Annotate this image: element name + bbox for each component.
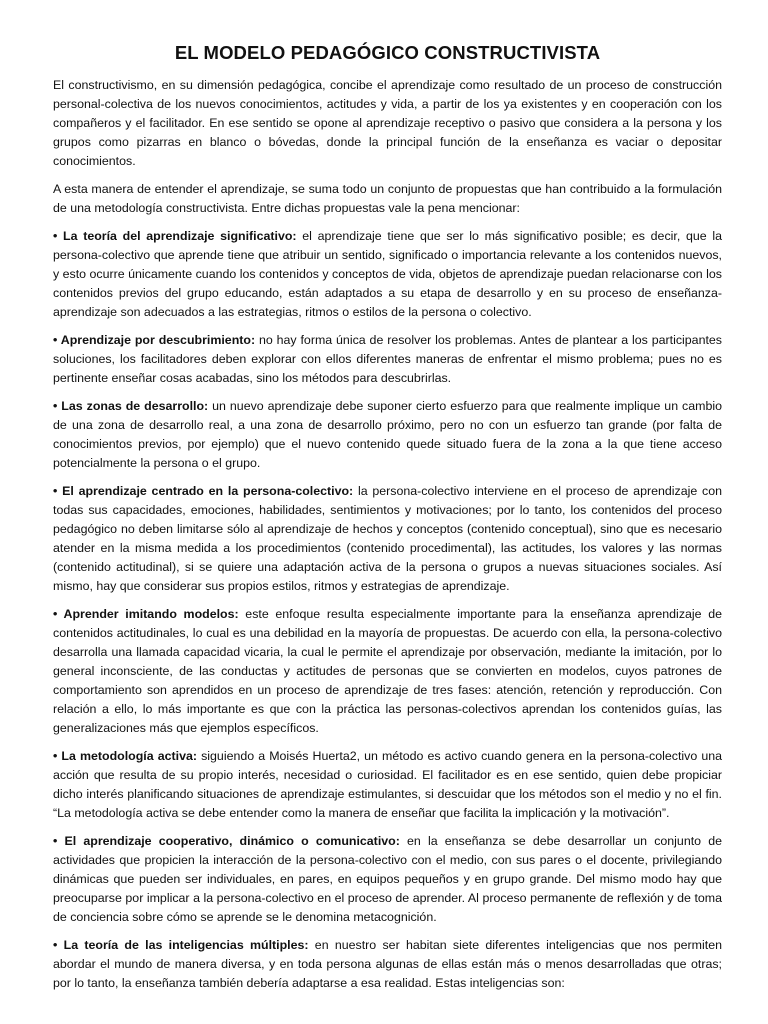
paragraph-text: El constructivismo, en su dimensión pedagógica, concibe el aprendizaje como resultado de un proceso de construcción personal-colectiva de los nuevos conocimientos, actitudes y vida, a partir de los ya existentes y en cooperación con los compañeros y el facilitador. En ese sentido se opone al aprendizaje receptivo o pasivo que considera a la persona y los grupos como pizarras en blanco o bóvedas, donde la principal función de la enseñanza es vaciar o depositar conocimientos. — [53, 78, 722, 168]
paragraph-intro — [53, 76, 722, 171]
bullet-term: • Las zonas de desarrollo: — [53, 399, 209, 413]
document-title: EL MODELO PEDAGÓGICO CONSTRUCTIVISTA — [174, 42, 601, 63]
bullet-aprendizaje-centrado — [53, 482, 722, 596]
bullet-aprendizaje-cooperativo — [53, 832, 722, 927]
bullet-text: siguiendo a Moisés Huerta2, un método es activo cuando genera en la persona-colectivo una acción que resulta de su propio interés, necesidad o curiosidad. El facilitador es en ese sentido, quien debe propiciar dicho interés planificando situaciones de aprendizaje estimulantes, si descuidar que los métodos son el medio y no el fin. “La metodología activa se debe entender como la manera de enseñar que facilita la implicación y la motivación”. — [53, 749, 722, 820]
bullet-metodologia-activa — [53, 747, 722, 823]
bullet-text: en la enseñanza se debe desarrollar un conjunto de actividades que propicien la interacción de la persona-colectivo con el medio, con sus pares o el docente, privilegiando dinámicas que pueden ser individuales, en pares, en equipos pequeños y en grupo grande. Del mismo modo hay que preocuparse por implicar a la persona-colectivo en el proceso de aprender. Al proceso permanente de reflexión y de toma de conciencia sobre cómo se aprende se le denomina metacognición. — [53, 834, 722, 924]
bullet-imitando-modelos — [53, 605, 722, 738]
bullet-text: la persona-colectivo interviene en el proceso de aprendizaje con todas sus capacidades, emociones, habilidades, sentimientos y motivaciones; por lo tanto, los contenidos del proceso pedagógico no deben limitarse sólo al aprendizaje de hechos y conceptos (contenido conceptual), sino que es necesario atender en la misma medida a los procedimientos (contenido procedimental), las actitudes, los valores y las normas (contenido actitudinal), si se quiere una adaptación activa de la persona o grupos a nuevas situaciones sociales. Así mismo, hay que considerar sus propios estilos, ritmos y estrategias de aprendizaje. — [53, 484, 722, 593]
paragraph-text: A esta manera de entender el aprendizaje, se suma todo un conjunto de propuestas que han contribuido a la formulación de una metodología constructivista. Entre dichas propuestas vale la pena mencionar: — [53, 182, 722, 215]
bullet-text: un nuevo aprendizaje debe suponer cierto esfuerzo para que realmente implique un cambio de una zona de desarrollo real, a una zona de desarrollo próximo, pero no con un esfuerzo tan grande (por falta de conocimientos previos, por ejemplo) que el nuevo contenido quede situado fuera de la zona a la que tiene acceso potencialmente la persona o el grupo. — [53, 399, 722, 470]
bullet-term: • Aprender imitando modelos: — [53, 607, 239, 621]
bullet-term: • La teoría del aprendizaje significativo: — [53, 229, 297, 243]
bullet-term: • El aprendizaje centrado en la persona-colectivo: — [53, 484, 354, 498]
bullet-text: este enfoque resulta especialmente importante para la enseñanza aprendizaje de contenidos actitudinales, lo cual es una debilidad en la mayoría de propuestas. De acuerdo con ella, la persona-colectivo desarrolla una llamada capacidad vicaria, la cual le permite el aprendizaje por observación, mediante la imitación, por lo general inconsciente, de las conductas y actitudes de personas que se convierten en modelos, cuyos patrones de comportamiento son aprendidos en un proceso de aprendizaje de tres fases: atención, retención y reproducción. Con relación a ello, lo más importante es que con la práctica las personas-colectivos aprendan los contenidos guías, las generalizaciones más que ejemplos específicos. — [53, 607, 722, 735]
bullet-text: no hay forma única de resolver los problemas. Antes de plantear a los participantes soluciones, los facilitadores deben explorar con ellos diferentes maneras de enfrentar el mismo problema; pues no es pertinente enseñar cosas acabadas, sino los métodos para descubrirlas. — [53, 333, 722, 385]
bullet-inteligencias-multiples — [53, 936, 722, 993]
paragraph-proposals — [53, 180, 722, 218]
bullet-aprendizaje-descubrimiento — [53, 331, 722, 388]
bullet-aprendizaje-significativo — [53, 227, 722, 322]
bullet-text: en nuestro ser habitan siete diferentes inteligencias que nos permiten abordar el mundo de manera diversa, y en toda persona algunas de ellas están más o menos desarrolladas que otras; por lo tanto, la enseñanza también debería adaptarse a esa realidad. Estas inteligencias son: — [53, 938, 722, 990]
bullet-term: • El aprendizaje cooperativo, dinámico o comunicativo: — [53, 834, 400, 848]
bullet-zonas-desarrollo — [53, 397, 722, 473]
bullet-term: • Aprendizaje por descubrimiento: — [53, 333, 256, 347]
bullet-term: • La teoría de las inteligencias múltiples: — [53, 938, 309, 952]
bullet-text: el aprendizaje tiene que ser lo más significativo posible; es decir, que la persona-colectivo que aprende tiene que atribuir un sentido, significado o importancia relevante a los contenidos nuevos, y esto ocurre únicamente cuando los contenidos y conceptos de vida, objetos de aprendizaje puedan relacionarse con los contenidos previos del grupo educando, están adaptados a su etapa de desarrollo y en su proceso de enseñanza-aprendizaje son adecuados a las estrategias, ritmos o estilos de la persona o colectivo. — [53, 229, 722, 319]
bullet-term: • La metodología activa: — [53, 749, 197, 763]
